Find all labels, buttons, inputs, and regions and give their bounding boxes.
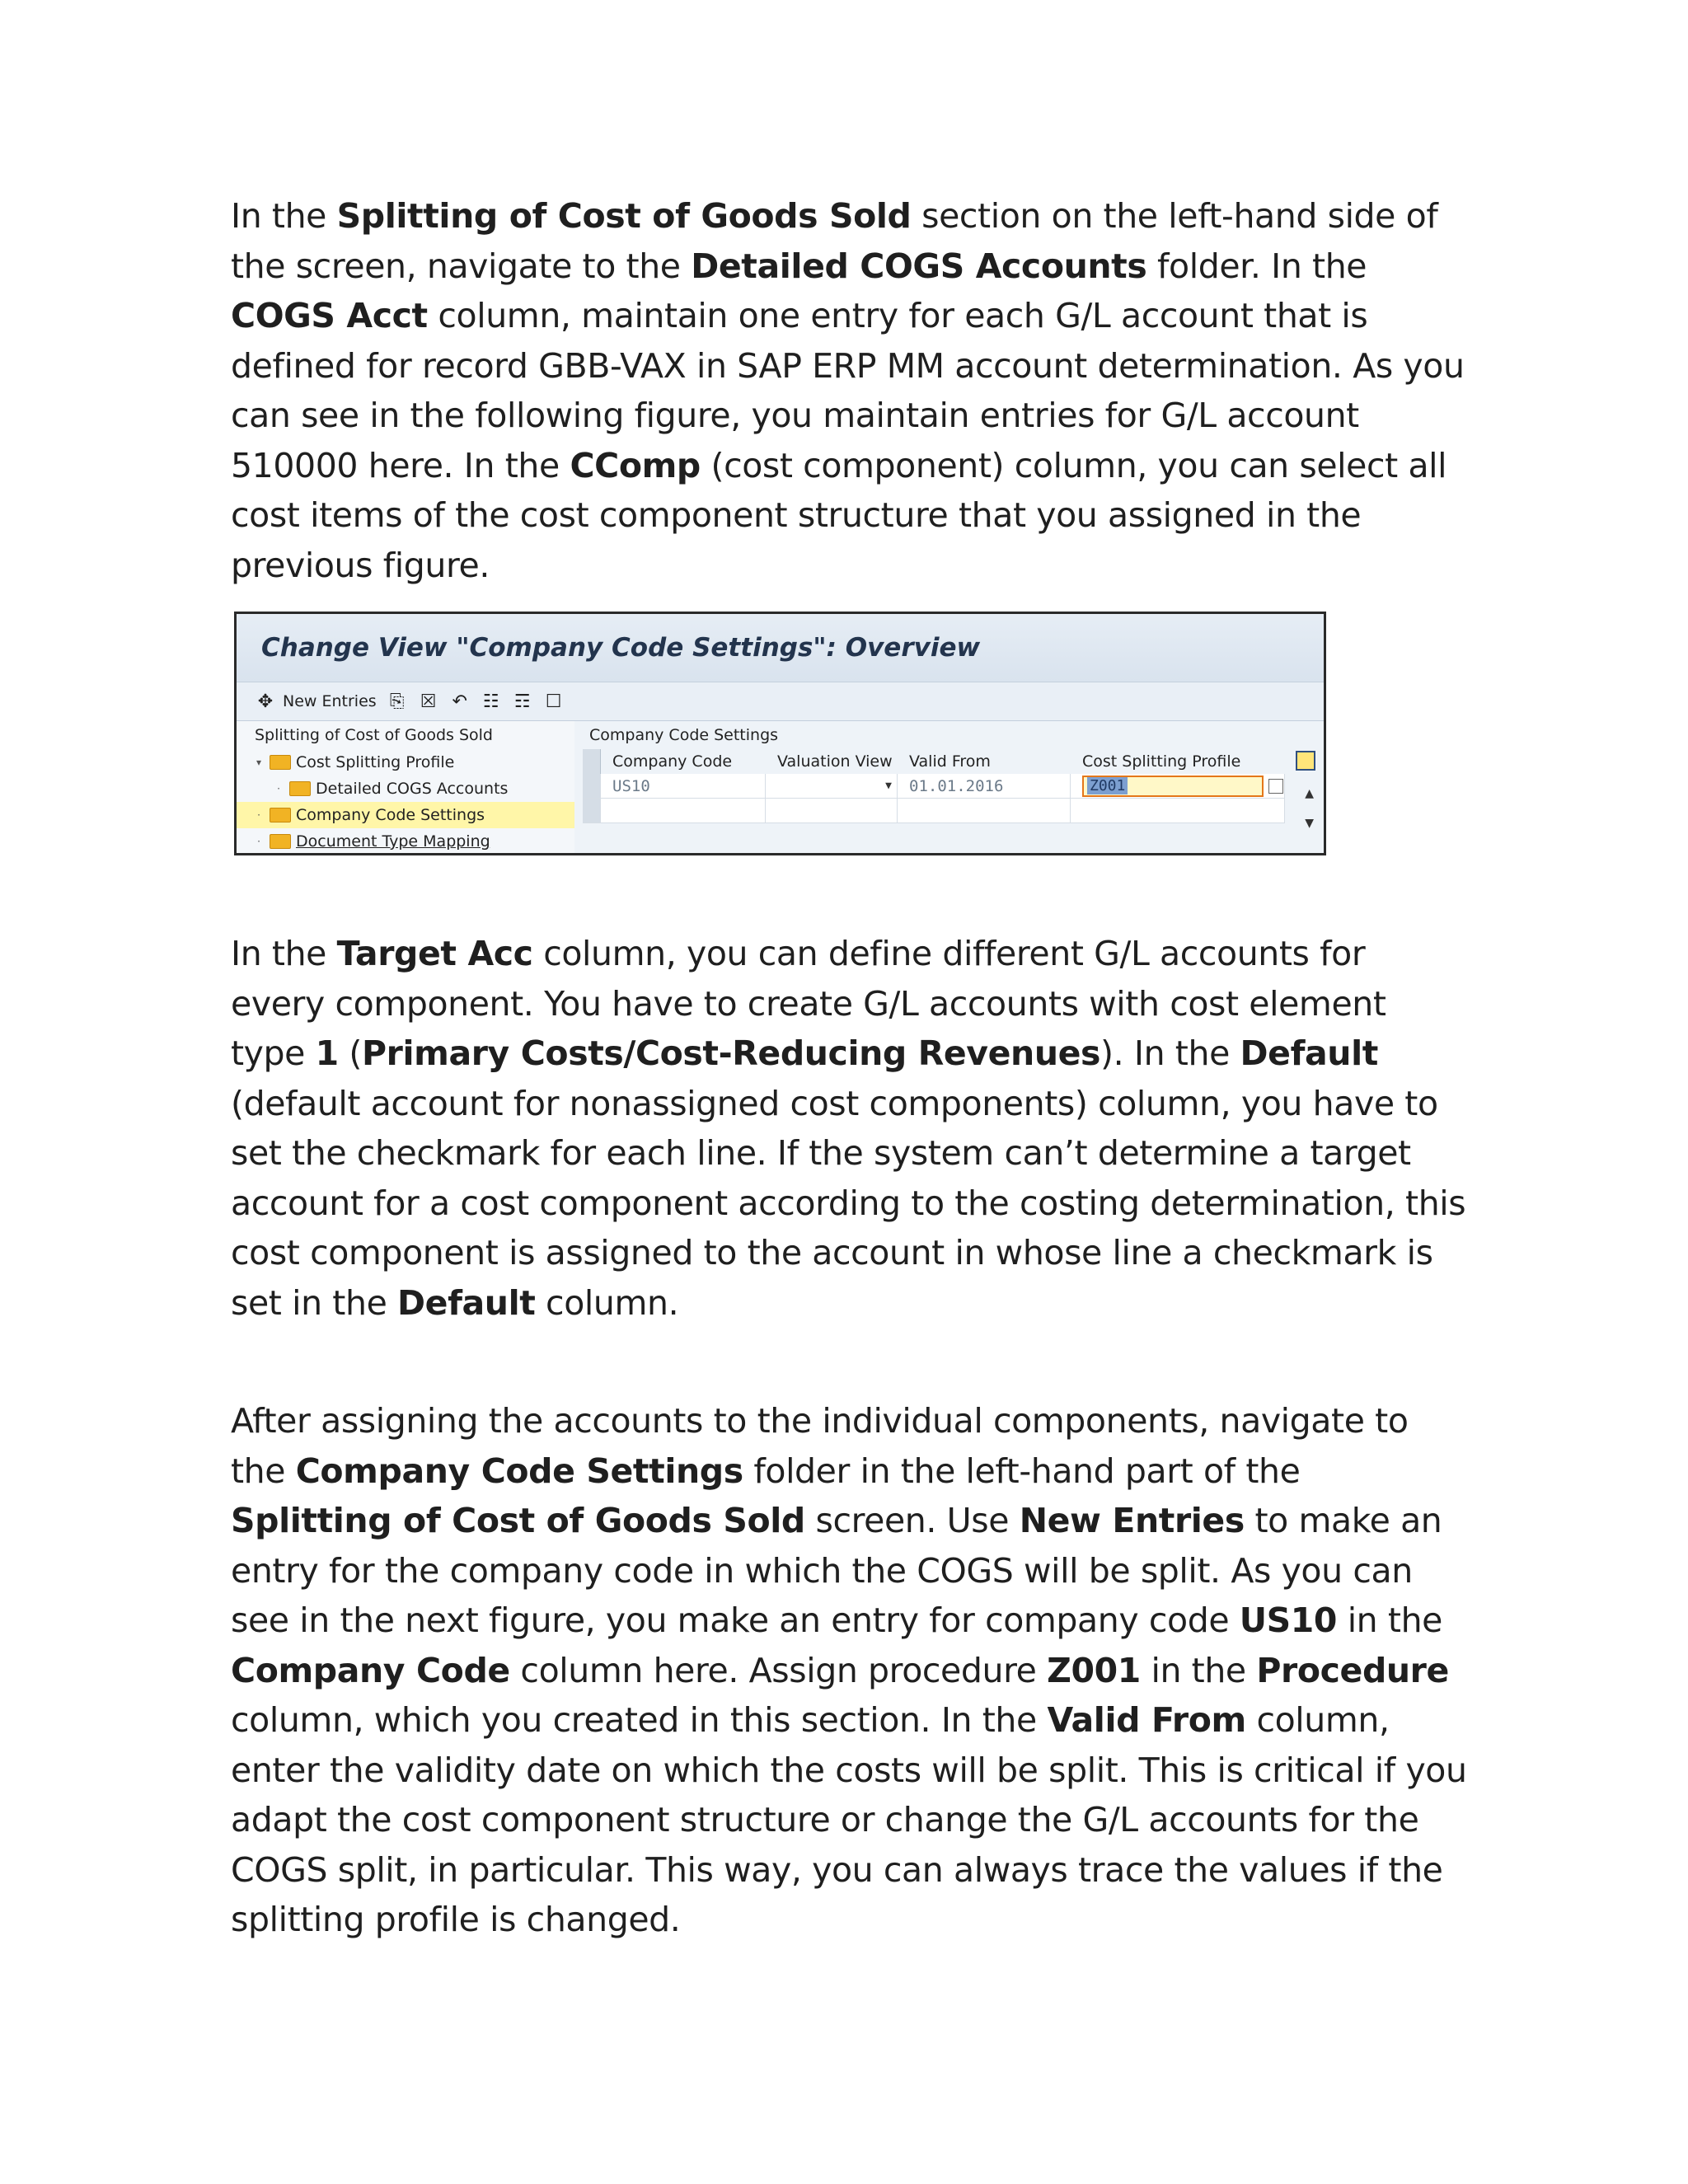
profile-value: Z001 bbox=[1087, 777, 1128, 794]
bold-text: Primary Costs/Cost-Reducing Revenues bbox=[362, 1033, 1101, 1073]
text: ). In the bbox=[1100, 1033, 1240, 1073]
text: section on the left-hand side of the screen, navigate to the bbox=[231, 196, 1438, 286]
text: folder. In the bbox=[1146, 246, 1367, 286]
open-folder-icon bbox=[270, 808, 291, 823]
new-entries-label: New Entries bbox=[283, 692, 377, 710]
text: in the bbox=[1337, 1601, 1442, 1640]
tree-item-document-type-mapping[interactable] bbox=[237, 828, 574, 855]
select-block-icon[interactable]: ☶ bbox=[513, 691, 531, 712]
row-selector[interactable] bbox=[583, 774, 601, 799]
value-help-icon[interactable] bbox=[1268, 779, 1283, 794]
bold-text: Default bbox=[397, 1282, 536, 1323]
text: column, which you created in this section. In the bbox=[231, 1700, 1048, 1740]
column-header[interactable]: Valuation View bbox=[777, 752, 893, 771]
valuation-view-cell[interactable] bbox=[766, 774, 898, 799]
text: column here. Assign procedure bbox=[509, 1650, 1048, 1690]
bullet-icon: · bbox=[257, 836, 260, 847]
tree-item-cost-splitting-profile[interactable] bbox=[237, 749, 574, 776]
column-header[interactable]: Valid From bbox=[909, 752, 991, 771]
bullet-icon: · bbox=[277, 783, 280, 794]
text: In the bbox=[231, 934, 337, 973]
paragraph-1 bbox=[231, 191, 1467, 590]
empty-cell[interactable] bbox=[766, 799, 898, 823]
bold-text: Default bbox=[1240, 1033, 1378, 1073]
glasses-icon: ✥ bbox=[257, 691, 274, 712]
table-row bbox=[583, 799, 1324, 823]
new-entries-button[interactable] bbox=[255, 691, 377, 712]
table-grid bbox=[583, 749, 1324, 853]
expand-arrow-icon[interactable]: ▾ bbox=[256, 757, 262, 768]
empty-cell[interactable] bbox=[1071, 799, 1285, 823]
copy-icon[interactable]: ⎘ bbox=[389, 691, 405, 712]
bold-text: Splitting of Cost of Goods Sold bbox=[336, 196, 912, 236]
tree-item-label: Detailed COGS Accounts bbox=[316, 780, 509, 798]
text: In the bbox=[231, 196, 337, 236]
bold-text: Valid From bbox=[1047, 1700, 1246, 1740]
tree-item-label: Company Code Settings bbox=[296, 806, 485, 824]
text: (cost component) column, you can select all cost items of the cost component structure that you assigned in the previous figure. bbox=[231, 445, 1447, 585]
company-code-settings-table bbox=[574, 721, 1324, 853]
empty-cell[interactable] bbox=[898, 799, 1071, 823]
dialog-structure-tree bbox=[237, 721, 576, 853]
paragraph-2 bbox=[231, 929, 1467, 1328]
scroll-up-icon[interactable]: ▲ bbox=[1305, 787, 1314, 800]
folder-icon bbox=[270, 755, 291, 770]
deselect-icon[interactable]: ☐ bbox=[545, 691, 562, 712]
text: column, maintain one entry for each G/L account that is defined for record GBB-VAX in SAP ERP MM account determination. As you can see in the following figure, you maintain entries for G/L account 510000 here. In the bbox=[231, 296, 1465, 485]
text: folder in the left-hand part of the bbox=[743, 1451, 1301, 1491]
undo-icon[interactable]: ↶ bbox=[452, 691, 467, 712]
row-selector[interactable] bbox=[583, 799, 601, 823]
company-code-cell[interactable]: US10 bbox=[601, 774, 766, 799]
select-all-icon[interactable]: ☷ bbox=[482, 691, 499, 712]
tree-item-label: Cost Splitting Profile bbox=[296, 753, 455, 771]
main-area bbox=[237, 721, 1324, 853]
bold-text: Splitting of Cost of Goods Sold bbox=[231, 1501, 805, 1540]
toolbar bbox=[237, 682, 1324, 721]
table-row bbox=[583, 774, 1324, 799]
bullet-icon: · bbox=[257, 809, 260, 821]
cost-splitting-profile-cell[interactable] bbox=[1071, 774, 1285, 799]
bold-text: Detailed COGS Accounts bbox=[691, 246, 1147, 286]
tree-item-company-code-settings[interactable] bbox=[237, 802, 574, 828]
paragraph-3 bbox=[231, 1396, 1467, 1945]
scroll-down-icon[interactable]: ▼ bbox=[1305, 817, 1314, 830]
text: ( bbox=[338, 1033, 362, 1073]
cost-splitting-profile-input[interactable] bbox=[1082, 776, 1264, 797]
bold-text: Z001 bbox=[1047, 1650, 1141, 1690]
valid-from-cell[interactable]: 01.01.2016 bbox=[898, 774, 1071, 799]
bold-text: 1 bbox=[315, 1033, 339, 1073]
bold-text: US10 bbox=[1239, 1601, 1338, 1640]
bold-text: New Entries bbox=[1019, 1501, 1245, 1540]
tree-header: Splitting of Cost of Goods Sold bbox=[255, 726, 493, 744]
text: column, enter the validity date on which the costs will be split. This is critical if you adapt the cost component structure or change the G/L accounts for the COGS split, in particular. This way, you can always trace the values if the splitting profile is changed. bbox=[231, 1700, 1467, 1939]
folder-icon bbox=[289, 781, 311, 796]
tree-item-label: Document Type Mapping bbox=[296, 832, 490, 851]
bold-text: Company Code bbox=[231, 1650, 510, 1690]
folder-icon bbox=[270, 834, 291, 849]
bold-text: Procedure bbox=[1256, 1650, 1449, 1690]
text: After assigning the accounts to the individual components, navigate to the bbox=[231, 1401, 1409, 1491]
row-selector-header bbox=[583, 749, 601, 774]
text: column, you can define different G/L accounts for every component. You have to create G/L accounts with cost element type bbox=[231, 934, 1386, 1073]
text: screen. Use bbox=[804, 1501, 1020, 1540]
empty-cell[interactable] bbox=[601, 799, 766, 823]
sap-screenshot-figure bbox=[234, 612, 1326, 855]
text: to make an entry for the company code in which the COGS will be split. As you can see in the next figure, you make an entry for company code bbox=[231, 1501, 1442, 1640]
table-title: Company Code Settings bbox=[589, 726, 779, 744]
window-title: Change View "Company Code Settings": Overview bbox=[237, 614, 1324, 682]
delete-icon[interactable]: ☒ bbox=[420, 691, 437, 712]
bold-text: Target Acc bbox=[336, 934, 533, 973]
text: column. bbox=[535, 1282, 679, 1323]
table-header-row bbox=[583, 749, 1324, 774]
bold-text: COGS Acct bbox=[231, 296, 428, 335]
column-header[interactable]: Company Code bbox=[612, 752, 733, 771]
bold-text: Company Code Settings bbox=[295, 1451, 743, 1491]
dropdown-arrow-icon[interactable]: ▼ bbox=[885, 780, 892, 792]
column-header[interactable]: Cost Splitting Profile bbox=[1082, 752, 1241, 771]
text: in the bbox=[1140, 1650, 1257, 1690]
tree-item-detailed-cogs-accounts[interactable] bbox=[237, 776, 574, 802]
bold-text: CComp bbox=[570, 445, 701, 485]
text: (default account for nonassigned cost components) column, you have to set the checkmark for each line. If the system can’t determine a target account for a cost component according to the costing determination, this cost component is assigned to the account in whose line a checkmark is set in the bbox=[231, 1083, 1466, 1323]
column-settings-icon[interactable] bbox=[1296, 751, 1315, 771]
